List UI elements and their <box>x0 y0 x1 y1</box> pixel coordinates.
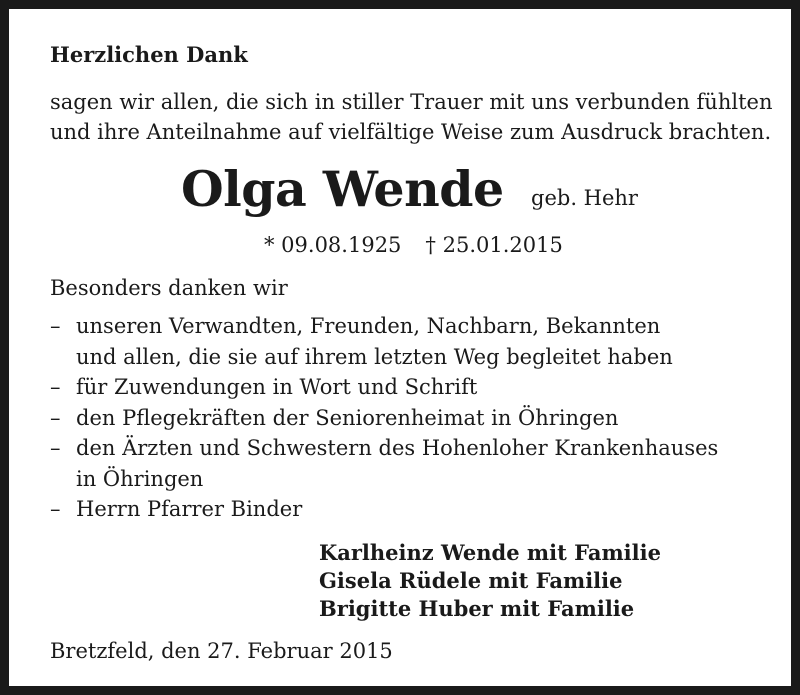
list-item-line: den Pflegekräften der Seniorenheimat in Öhringen <box>76 405 619 430</box>
thanks-list <box>50 311 718 525</box>
birth-date: * 09.08.1925 <box>264 233 402 257</box>
signers <box>319 539 661 623</box>
intro-line-1: sagen wir allen, die sich in stiller Trauer mit uns verbunden fühlten <box>50 90 773 114</box>
signer: Karlheinz Wende mit Familie <box>319 540 661 565</box>
list-item <box>50 372 718 403</box>
list-item-line: unseren Verwandten, Freunden, Nachbarn, Bekannten <box>76 314 661 338</box>
death-date: † 25.01.2015 <box>425 233 563 257</box>
list-item <box>50 403 718 434</box>
thanks-intro: Besonders danken wir <box>50 276 288 300</box>
deceased-name: Olga Wende <box>181 160 504 218</box>
list-item <box>50 494 718 525</box>
list-dash: – <box>50 497 61 521</box>
list-item-line: für Zuwendungen in Wort und Schrift <box>76 375 478 399</box>
list-dash: – <box>50 375 61 399</box>
maiden-name: geb. Hehr <box>531 186 638 210</box>
list-item-line: und allen, die sie auf ihrem letzten Weg begleitet haben <box>76 344 673 369</box>
intro-text <box>50 87 772 147</box>
list-dash: – <box>50 314 61 338</box>
signer: Brigitte Huber mit Familie <box>319 596 635 621</box>
life-dates <box>264 233 563 257</box>
notice-heading: Herzlichen Dank <box>50 42 248 67</box>
list-dash: – <box>50 405 61 430</box>
place-date: Bretzfeld, den 27. Februar 2015 <box>50 639 393 663</box>
list-item-line: den Ärzten und Schwestern des Hohenloher Krankenhauses <box>76 436 719 460</box>
list-item <box>50 433 718 494</box>
signer: Gisela Rüdele mit Familie <box>319 568 623 593</box>
list-item <box>50 311 718 372</box>
list-dash: – <box>50 436 61 460</box>
list-item-line: Herrn Pfarrer Binder <box>76 497 303 521</box>
intro-line-2: und ihre Anteilnahme auf vielfältige Weise zum Ausdruck brachten. <box>50 120 772 144</box>
list-item-line: in Öhringen <box>76 466 204 491</box>
